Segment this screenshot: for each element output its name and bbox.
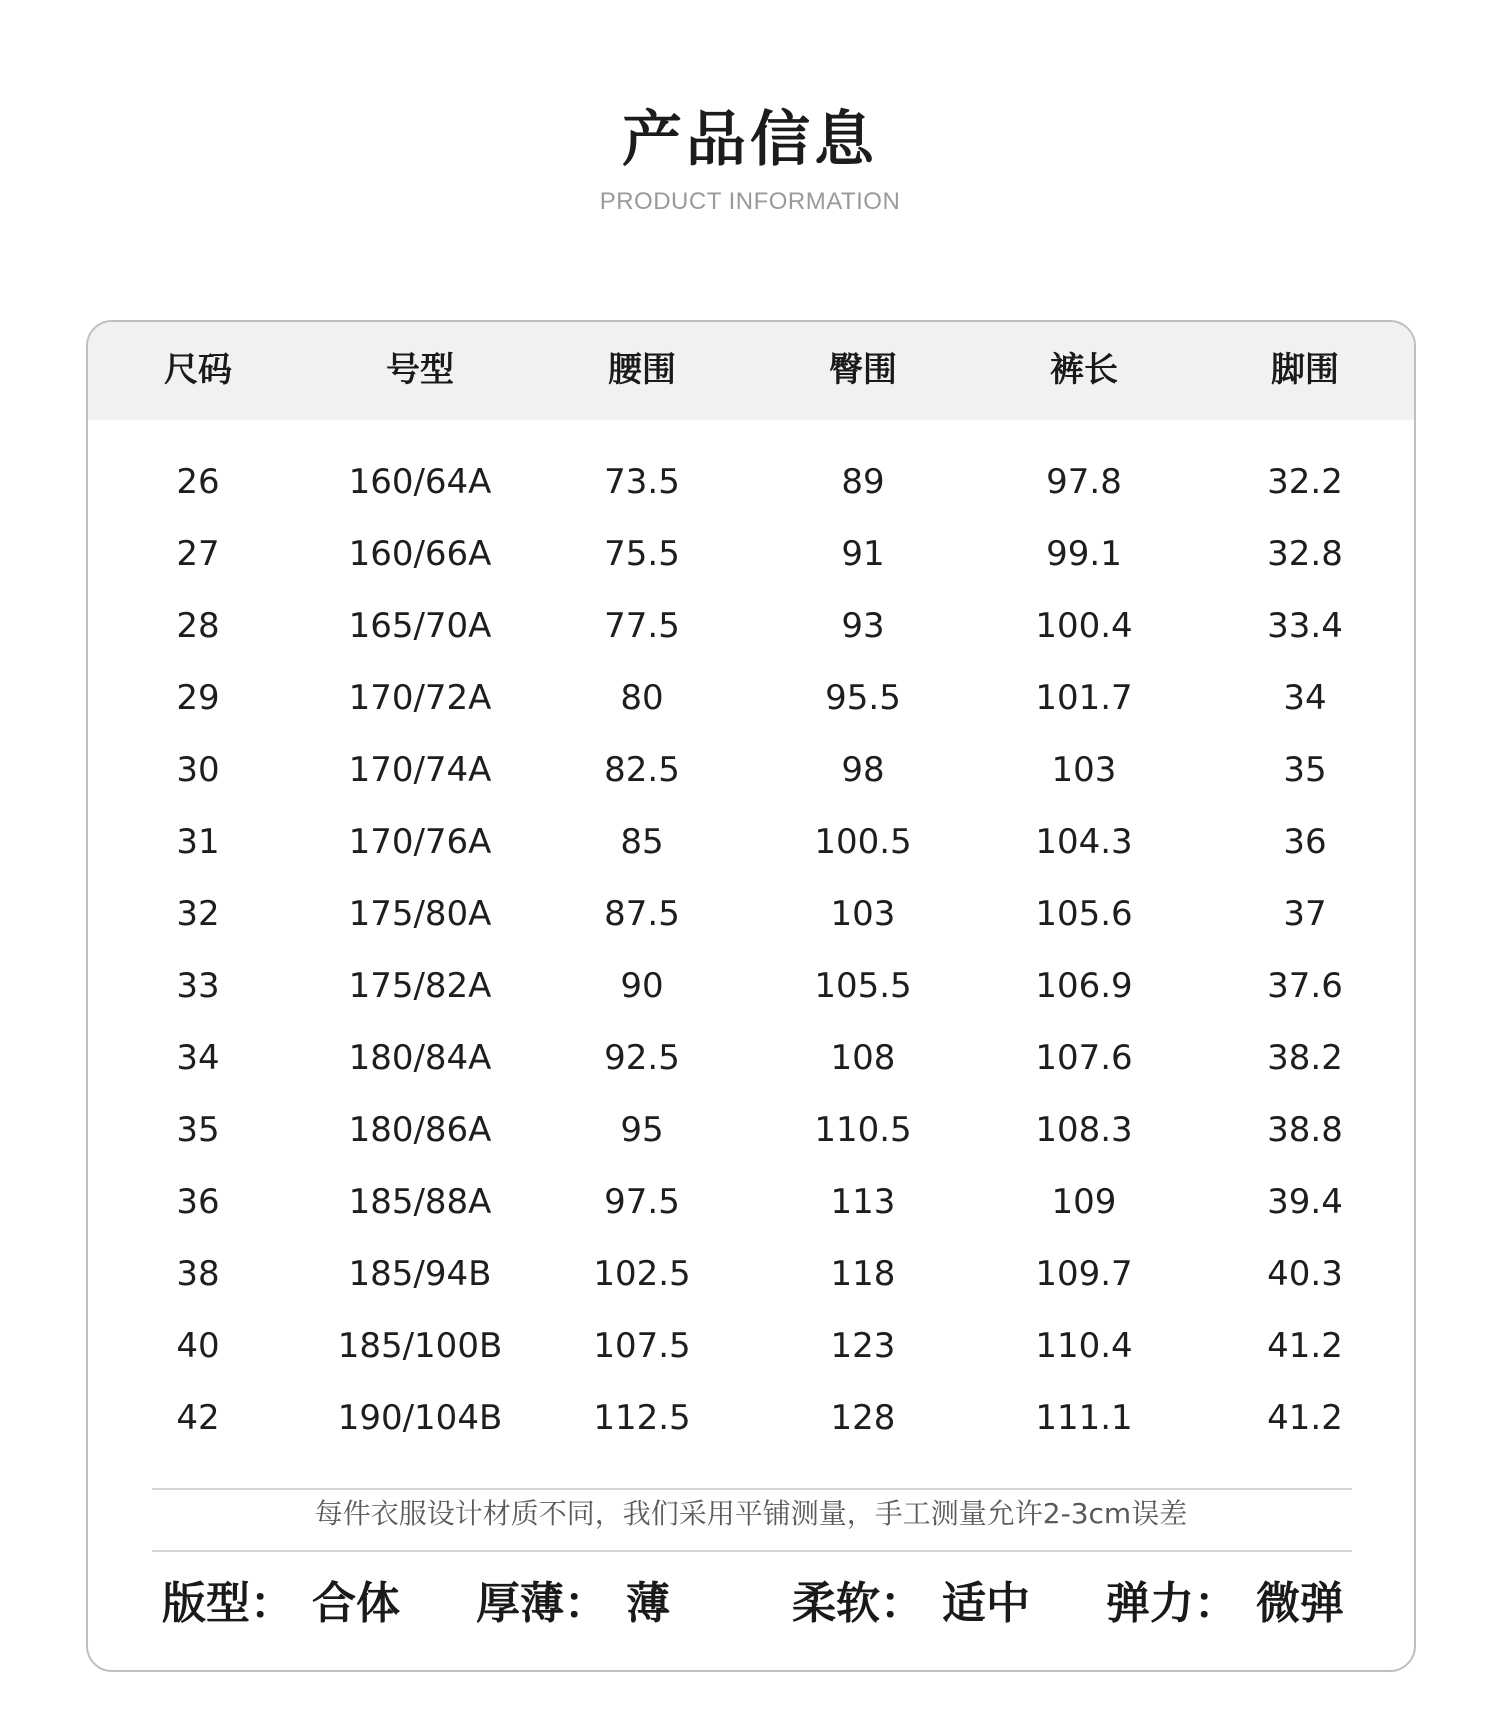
table-cell-length: 106.9 — [1035, 966, 1133, 1006]
table-cell-waist: 95 — [620, 1110, 664, 1150]
table-cell-length: 110.4 — [1035, 1326, 1133, 1366]
column-header-length: 裤长 — [1050, 350, 1118, 390]
table-cell-hem: 38.2 — [1267, 1038, 1343, 1078]
table-cell-length: 105.6 — [1035, 894, 1133, 934]
table-row — [88, 878, 1414, 950]
table-cell-hem: 40.3 — [1267, 1254, 1343, 1294]
table-cell-fit-code: 185/100B — [337, 1326, 503, 1366]
attribute-value: 微弹 — [1256, 1578, 1344, 1629]
table-cell-hip: 89 — [841, 462, 885, 502]
attribute-value: 合体 — [312, 1578, 400, 1629]
table-cell-length: 103 — [1051, 750, 1117, 790]
table-cell-hip: 100.5 — [814, 822, 912, 862]
table-cell-size: 42 — [176, 1398, 220, 1438]
table-cell-size: 38 — [176, 1254, 220, 1294]
table-cell-hip: 110.5 — [814, 1110, 912, 1150]
table-cell-waist: 85 — [620, 822, 664, 862]
table-cell-fit-code: 180/84A — [348, 1038, 492, 1078]
table-cell-waist: 77.5 — [604, 606, 680, 646]
table-cell-waist: 75.5 — [604, 534, 680, 574]
column-header-hem: 脚围 — [1271, 350, 1339, 390]
table-cell-hem: 33.4 — [1267, 606, 1343, 646]
table-cell-size: 30 — [176, 750, 220, 790]
table-cell-hip: 123 — [830, 1326, 896, 1366]
table-cell-hip: 103 — [830, 894, 896, 934]
table-cell-size: 32 — [176, 894, 220, 934]
table-cell-length: 107.6 — [1035, 1038, 1133, 1078]
table-cell-length: 108.3 — [1035, 1110, 1133, 1150]
table-cell-hem: 41.2 — [1267, 1326, 1343, 1366]
table-cell-size: 26 — [176, 462, 220, 502]
table-cell-size: 29 — [176, 678, 220, 718]
table-cell-hem: 39.4 — [1267, 1182, 1343, 1222]
column-header-fit-code: 号型 — [386, 350, 454, 390]
table-row — [88, 1094, 1414, 1166]
divider-top — [152, 1488, 1352, 1490]
table-cell-hip: 95.5 — [825, 678, 901, 718]
table-cell-waist: 82.5 — [604, 750, 680, 790]
table-row — [88, 1238, 1414, 1310]
table-cell-fit-code: 190/104B — [337, 1398, 503, 1438]
table-cell-hip: 128 — [830, 1398, 896, 1438]
table-cell-hip: 108 — [830, 1038, 896, 1078]
table-row — [88, 518, 1414, 590]
table-cell-hip: 98 — [841, 750, 885, 790]
column-header-size: 尺码 — [164, 350, 232, 390]
table-cell-size: 36 — [176, 1182, 220, 1222]
table-cell-waist: 73.5 — [604, 462, 680, 502]
attribute-label: 厚薄： — [476, 1578, 608, 1629]
table-cell-fit-code: 170/74A — [348, 750, 492, 790]
table-cell-length: 104.3 — [1035, 822, 1133, 862]
table-cell-size: 31 — [176, 822, 220, 862]
table-cell-length: 101.7 — [1035, 678, 1133, 718]
table-cell-size: 35 — [176, 1110, 220, 1150]
table-row — [88, 1022, 1414, 1094]
table-row — [88, 1166, 1414, 1238]
attribute-softness — [792, 1574, 1030, 1634]
table-cell-hem: 32.2 — [1267, 462, 1343, 502]
table-cell-waist: 102.5 — [593, 1254, 691, 1294]
table-cell-hem: 38.8 — [1267, 1110, 1343, 1150]
table-cell-hem: 36 — [1283, 822, 1327, 862]
table-cell-fit-code: 165/70A — [348, 606, 492, 646]
table-row — [88, 1310, 1414, 1382]
table-cell-hem: 41.2 — [1267, 1398, 1343, 1438]
table-row — [88, 1382, 1414, 1454]
table-cell-length: 99.1 — [1046, 534, 1122, 574]
attribute-value: 薄 — [626, 1578, 670, 1629]
table-cell-length: 100.4 — [1035, 606, 1133, 646]
attribute-value: 适中 — [942, 1578, 1030, 1629]
attribute-elasticity — [1106, 1574, 1344, 1634]
attribute-thickness — [476, 1574, 670, 1634]
column-header-waist: 腰围 — [608, 350, 676, 390]
table-cell-fit-code: 170/76A — [348, 822, 492, 862]
table-cell-fit-code: 185/94B — [348, 1254, 492, 1294]
table-cell-hip: 113 — [830, 1182, 896, 1222]
table-cell-waist: 97.5 — [604, 1182, 680, 1222]
table-cell-waist: 80 — [620, 678, 664, 718]
table-cell-hem: 37 — [1283, 894, 1327, 934]
table-cell-length: 109.7 — [1035, 1254, 1133, 1294]
table-row — [88, 590, 1414, 662]
table-cell-fit-code: 160/66A — [348, 534, 492, 574]
table-cell-hip: 93 — [841, 606, 885, 646]
table-cell-size: 33 — [176, 966, 220, 1006]
table-cell-waist: 112.5 — [593, 1398, 691, 1438]
attribute-label: 版型： — [162, 1578, 294, 1629]
table-cell-fit-code: 160/64A — [348, 462, 492, 502]
table-cell-hip: 105.5 — [814, 966, 912, 1006]
table-cell-hem: 34 — [1283, 678, 1327, 718]
table-header-row — [88, 322, 1414, 420]
table-cell-length: 109 — [1051, 1182, 1117, 1222]
table-row — [88, 446, 1414, 518]
table-cell-length: 111.1 — [1035, 1398, 1133, 1438]
table-cell-hem: 37.6 — [1267, 966, 1343, 1006]
table-row — [88, 734, 1414, 806]
table-cell-waist: 107.5 — [593, 1326, 691, 1366]
measurement-note: 每件衣服设计材质不同，我们采用平铺测量，手工测量允许2-3cm误差 — [314, 1497, 1188, 1530]
table-cell-waist: 92.5 — [604, 1038, 680, 1078]
attribute-fit — [162, 1574, 400, 1634]
table-cell-waist: 90 — [620, 966, 664, 1006]
table-cell-hem: 35 — [1283, 750, 1327, 790]
table-cell-hip: 118 — [830, 1254, 896, 1294]
table-cell-fit-code: 175/80A — [348, 894, 492, 934]
table-cell-fit-code: 185/88A — [348, 1182, 492, 1222]
table-cell-length: 97.8 — [1046, 462, 1122, 502]
table-cell-fit-code: 175/82A — [348, 966, 492, 1006]
table-row — [88, 950, 1414, 1022]
table-row — [88, 806, 1414, 878]
page-title: 产品信息 — [622, 105, 878, 175]
attribute-label: 弹力： — [1106, 1578, 1238, 1629]
page-subtitle: PRODUCT INFORMATION — [599, 188, 901, 215]
divider-bottom — [152, 1550, 1352, 1552]
table-cell-hip: 91 — [841, 534, 885, 574]
page-header — [0, 100, 1500, 216]
table-cell-waist: 87.5 — [604, 894, 680, 934]
attribute-label: 柔软： — [792, 1578, 924, 1629]
table-cell-hem: 32.8 — [1267, 534, 1343, 574]
table-cell-size: 28 — [176, 606, 220, 646]
table-cell-size: 40 — [176, 1326, 220, 1366]
table-cell-fit-code: 180/86A — [348, 1110, 492, 1150]
column-header-hip: 臀围 — [829, 350, 897, 390]
table-cell-size: 27 — [176, 534, 220, 574]
size-chart-card — [86, 320, 1416, 1672]
table-row — [88, 662, 1414, 734]
table-cell-size: 34 — [176, 1038, 220, 1078]
table-cell-fit-code: 170/72A — [348, 678, 492, 718]
